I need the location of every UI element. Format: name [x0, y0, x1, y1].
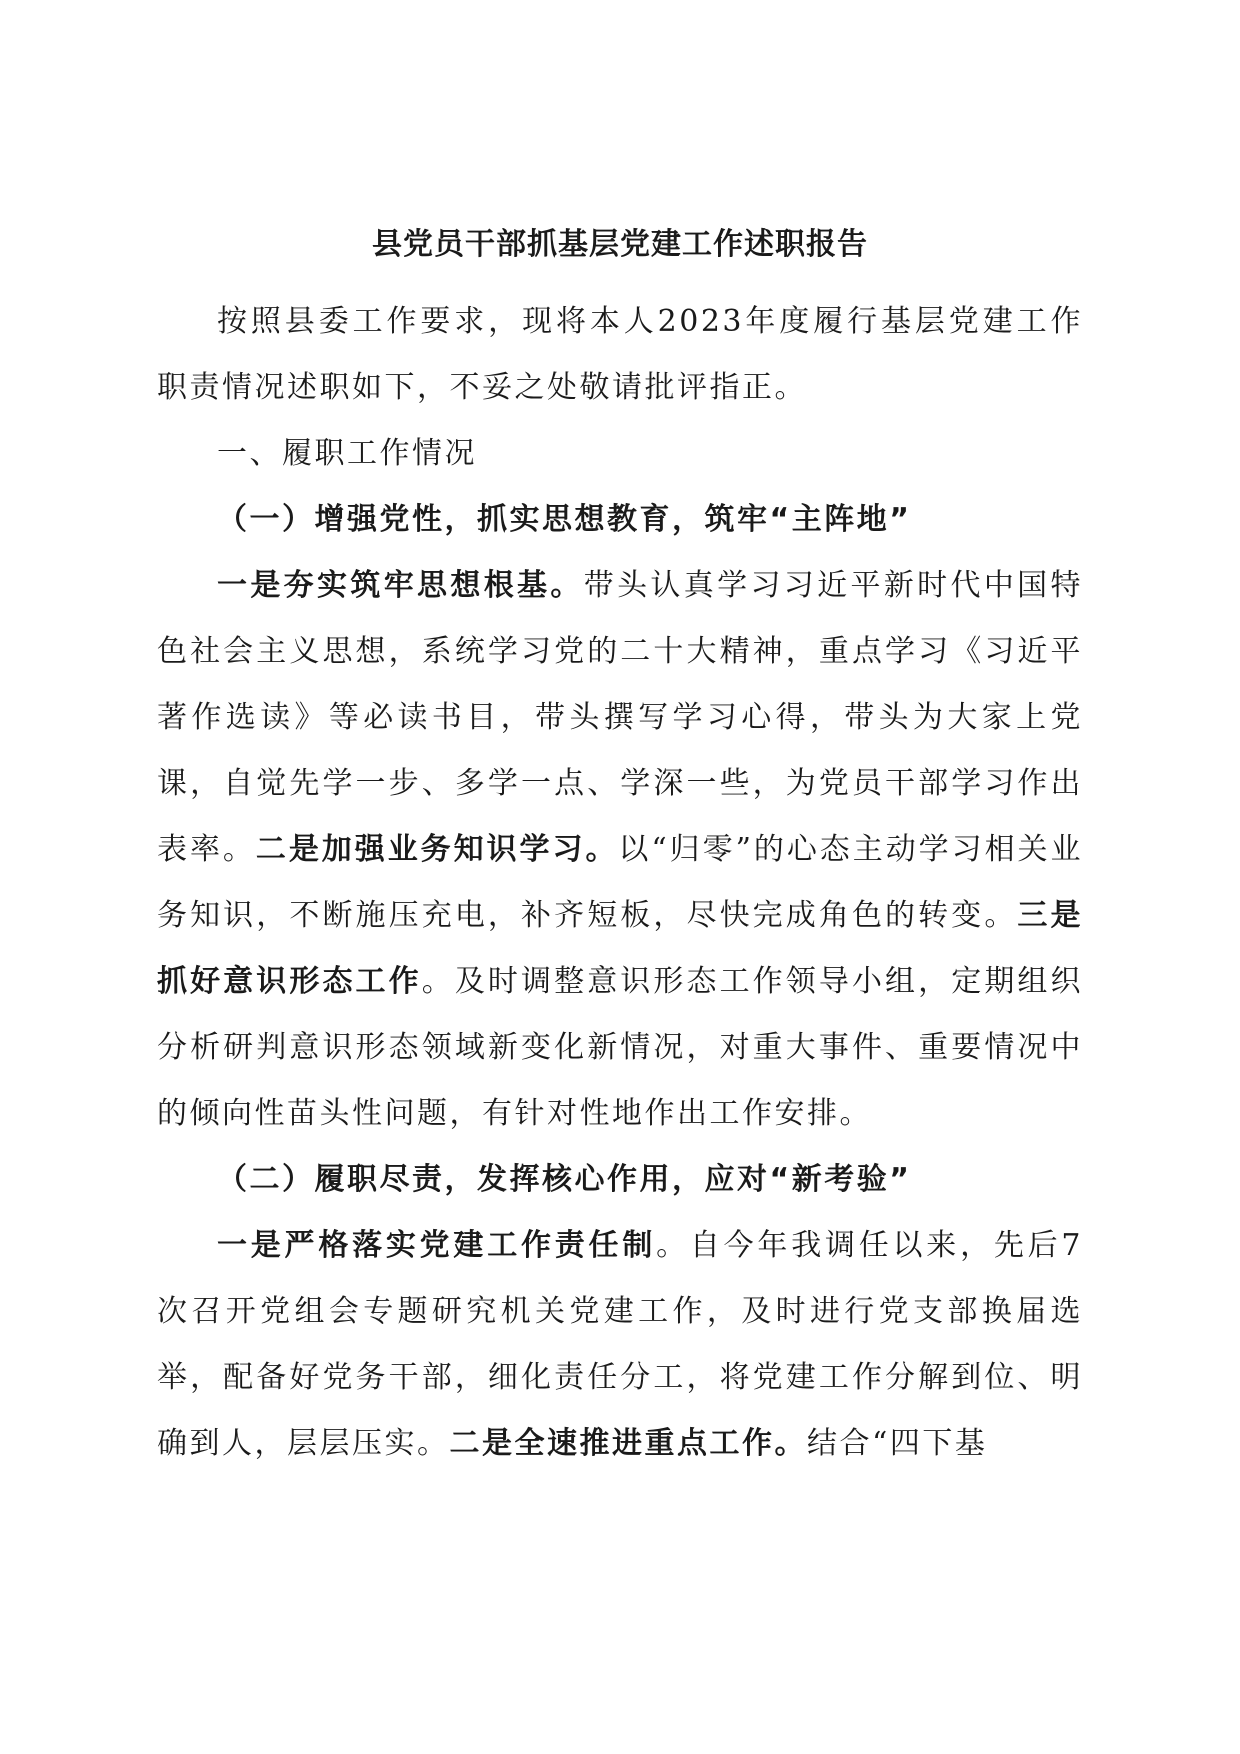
point-4-text: 。自今年我调任以来，先后7次召开党组会专题研究机关党建工作，及时进行党支部换届选举，配备好党务干部，细化责任分工，将党建工作分解到位、明确到人，层层压实。: [157, 1228, 1083, 1461]
subsection-2-body: [157, 1213, 1083, 1477]
point-5-lead: 二是全速推进重点工作。: [449, 1426, 807, 1461]
subsection-heading-2: （二）履职尽责，发挥核心作用，应对“新考验”: [217, 1162, 912, 1197]
point-5-text: 结合“四下基: [807, 1426, 988, 1461]
subsection-1-body: [157, 553, 1083, 1147]
document-title: 县党员干部抓基层党建工作述职报告: [372, 227, 868, 262]
point-3-text: 。及时调整意识形态工作领导小组，定期组织分析研判意识形态领域新变化新情况，对重大事件、重要情况中的倾向性苗头性问题，有针对性地作出工作安排。: [157, 964, 1084, 1131]
point-2-lead: 二是加强业务知识学习。: [255, 832, 619, 867]
section-heading-1: 一、履职工作情况: [217, 436, 477, 471]
point-1-text: 带头认真学习习近平新时代中国特色社会主义思想，系统学习党的二十大精神，重点学习《习近平著作选读》等必读书目，带头撰写学习心得，带头为大家上党课，自觉先学一步、多学一点、学深一些，为党员干部学习作出表率。: [157, 568, 1084, 867]
point-2-text: 以“归零”的心态主动学习相关业务知识，不断施压充电，补齐短板，尽快完成角色的转变。: [157, 832, 1084, 933]
point-1-lead: 一是夯实筑牢思想根基。: [217, 568, 584, 603]
point-3-lead: 三是抓好意识形态工作: [157, 898, 1084, 999]
subsection-heading-1: （一）增强党性，抓实思想教育，筑牢“主阵地”: [217, 502, 912, 537]
intro-paragraph: 按照县委工作要求，现将本人2023年度履行基层党建工作职责情况述职如下，不妥之处敬请批评指正。: [157, 304, 1083, 405]
point-4-lead: 一是严格落实党建工作责任制: [217, 1228, 657, 1263]
document-page: [157, 225, 1083, 1477]
